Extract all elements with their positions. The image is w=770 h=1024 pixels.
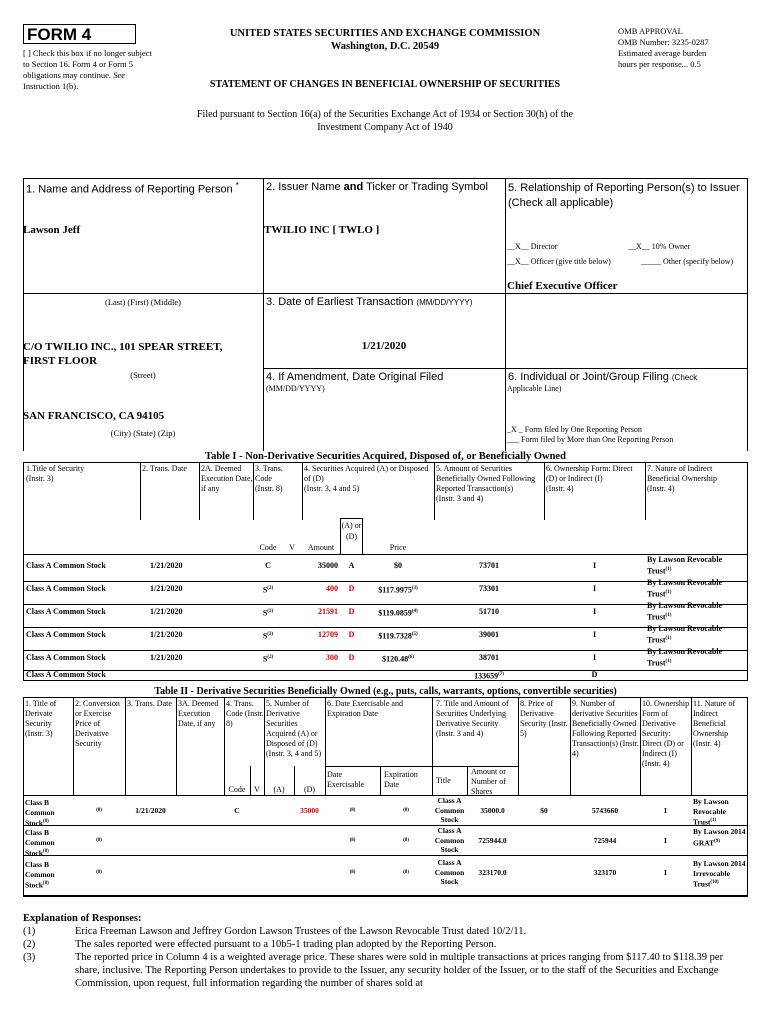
street-line-2: FIRST FLOOR	[23, 355, 98, 367]
ten-percent-owner-check: __X__ 10% Owner	[628, 242, 691, 251]
box5-label-2: (Check all applicable)	[508, 197, 614, 209]
box1-label-text: 1. Name and Address of Reporting Person	[26, 183, 233, 196]
t1-trans-code-footnote: (2)	[267, 655, 274, 660]
omb-line-2: OMB Number: 3235-0287	[618, 37, 709, 47]
t1-security-title: Class A Common Stock	[26, 584, 106, 593]
t1-sub-ad: (A) or (D)	[341, 521, 362, 541]
t2-nature-footnote: (9)	[714, 838, 720, 844]
omb-approval	[618, 26, 758, 70]
t2-sub-code: Code	[228, 785, 246, 794]
t2-col-line	[640, 697, 641, 795]
t2-security-title-footnote: (8)	[42, 881, 49, 886]
t2-security-title-footnote: (8)	[42, 849, 49, 854]
t1-nature	[647, 647, 745, 669]
t1-nature-value: By Lawson Revocable Trust	[647, 624, 723, 645]
t1-trans-code	[253, 607, 283, 619]
t2-col-line	[224, 697, 225, 795]
t1-trans-code	[253, 653, 283, 665]
t1-row-divider	[23, 604, 748, 605]
t1-h-title	[26, 464, 138, 484]
t1-owned-following-value: 38701	[479, 653, 499, 662]
filing-option-one: _X _ Form filed by One Reporting Person	[507, 425, 642, 434]
t1-nature-value: By Lawson Revocable Trust	[647, 555, 723, 576]
t1-owned-following-footnote: (7)	[498, 672, 504, 677]
explanation-number: (3)	[23, 952, 36, 963]
explanation-heading: Explanation of Responses:	[23, 913, 142, 924]
street-address	[23, 340, 222, 368]
t1-h7b: (Instr. 4)	[647, 484, 675, 493]
street-caption: (Street)	[130, 370, 156, 380]
t2-col-line	[176, 697, 177, 795]
t2-h2: 2. Conversion or Exercise Price of Derivative Security	[75, 699, 120, 748]
t2-security-title	[25, 828, 71, 858]
t1-nature-value: By Lawson Revocable Trust	[647, 601, 723, 622]
t2-underlying-amount: 725944.0	[478, 836, 507, 845]
form-title: FORM 4	[23, 24, 136, 44]
box3-label-fmt: (MM/DD/YYYY)	[416, 298, 473, 307]
officer-title: Chief Executive Officer	[507, 280, 618, 292]
t1-price-footnote: (4)	[411, 609, 418, 614]
t1-h3: 3. Trans. Code	[255, 464, 283, 483]
t1-ownership-form: I	[592, 630, 597, 639]
t2-nature	[693, 797, 747, 827]
t1-row-divider	[23, 627, 748, 628]
box6-label-check: (Check	[671, 373, 698, 382]
t1-sub-code: Code	[259, 543, 277, 552]
check-note-see: See	[113, 70, 125, 80]
t2-sub-title: Title	[436, 776, 451, 785]
t1-price	[362, 584, 434, 596]
t1-price	[362, 630, 434, 642]
t1-price-footnote: (5)	[411, 632, 418, 637]
t1-trans-code-footnote: (2)	[267, 632, 274, 637]
t1-nature	[647, 578, 745, 600]
table2-title: Table II - Derivative Securities Beneficially Owned (e.g., puts, calls, warrants, options, convertible securities)	[23, 686, 748, 698]
explanation-number: (2)	[23, 939, 36, 950]
t2-col-line	[570, 697, 571, 795]
box2-label	[266, 181, 488, 193]
t1-price-value: $119.0859	[378, 608, 412, 618]
t2-h1: 1. Title of Derivate Security (Instr. 3)	[25, 699, 57, 738]
t2-sub-exp: Expiration Date	[384, 770, 418, 789]
t2-underlying-title: Class A Common Stock	[434, 858, 465, 886]
t2-date-exercisable: (8)	[349, 838, 356, 843]
box5-label	[508, 181, 748, 211]
t1-sub-amount: Amount	[307, 543, 335, 552]
t1-trans-code	[253, 630, 283, 642]
t1-owned-following	[434, 584, 544, 594]
t2-h8: 8. Price of Derivative Security (Instr. 5)	[520, 699, 568, 738]
t2-ownership-form: I	[664, 806, 667, 815]
t1-ownership-form: I	[592, 653, 597, 662]
t2-conversion: (8)	[96, 870, 102, 875]
t1-h4b: (Instr. 3, 4 and 5)	[304, 484, 360, 493]
t2-underlying-amount: 35000.0	[480, 806, 505, 815]
t2-security-title-footnote: (8)	[42, 819, 49, 824]
box2-label-pre: 2. Issuer Name	[266, 181, 341, 193]
t2-h3a: 3A. Deemed Execution Date, if any	[178, 699, 219, 728]
t1-trans-code-footnote: (2)	[267, 586, 274, 591]
t1-row-divider	[23, 650, 748, 651]
t2-nature-footnote: (1)	[710, 818, 717, 823]
t1-amount: 300	[326, 653, 338, 662]
t1-row-divider	[23, 581, 748, 582]
t1-security-title: Class A Common Stock	[26, 630, 106, 639]
t1-trans-date: 1/21/2020	[150, 630, 183, 639]
t2-row-divider	[23, 825, 748, 826]
t2-nature-footnote: (10)	[710, 880, 719, 885]
t1-price-value: $117.9975	[378, 585, 412, 595]
t1-h-form	[546, 464, 644, 494]
t1-trans-code	[253, 561, 283, 571]
check-note	[23, 48, 153, 92]
earliest-transaction-date: 1/21/2020	[361, 340, 407, 352]
t2-expiration-date: (8)	[403, 838, 409, 843]
t1-amount: 35000	[318, 561, 338, 570]
explanation-item	[23, 925, 753, 938]
t2-security-title	[25, 798, 71, 828]
t2-sub-col-line	[380, 766, 381, 795]
t1-nature	[647, 624, 745, 646]
t1-ownership-form: I	[592, 561, 597, 570]
t1-price	[362, 607, 434, 619]
t1-nature-footnote: (1)	[665, 590, 672, 595]
t1-acq-disp: D	[348, 584, 355, 593]
t1-sub-v: V	[289, 543, 295, 552]
t1-h7: 7. Nature of Indirect Beneficial Ownership	[647, 464, 717, 483]
t2-owned-following: 5743660	[591, 806, 619, 815]
t1-price	[362, 561, 434, 571]
t1-owned-following-value: 133659	[474, 671, 499, 681]
t2-col-line	[432, 697, 433, 795]
t2-trans-code: C	[234, 806, 240, 815]
t2-price: $0	[540, 806, 548, 815]
t1-h5b: (Instr. 3 and 4)	[436, 494, 484, 503]
t1-h-acquired	[304, 464, 432, 494]
agency-line-2: Washington, D.C. 20549	[330, 41, 440, 52]
t1-owned-following	[434, 630, 544, 640]
t1-owned-following	[434, 670, 544, 682]
t1-amount: 21591	[318, 607, 338, 616]
t2-col-line	[73, 697, 74, 795]
t1-nature-footnote: (1)	[665, 567, 672, 572]
t1-h5: 5. Amount of Securities Beneficially Owned Following Reported Transaction(s)	[436, 464, 536, 493]
explanation-text: The sales reported were effected pursuant to a 10b5-1 trading plan adopted by the Reporting Person.	[75, 939, 497, 950]
t1-nature	[647, 601, 745, 623]
t1-price-footnote: (3)	[411, 586, 418, 591]
t2-h7: 7. Title and Amount of Securities Underlying Derivative Security (Instr. 3 and 4)	[436, 699, 509, 738]
t2-nature-value: By Lawson 2014 Irrevocable Trust	[693, 859, 746, 889]
check-note-tail: Instruction 1(b).	[23, 81, 79, 91]
t1-security-title: Class A Common Stock	[26, 561, 106, 570]
t1-owned-following	[434, 607, 544, 617]
omb-line-3: Estimated average burden	[618, 48, 707, 58]
box2-label-post: Ticker or Trading Symbol	[366, 181, 488, 193]
t1-trans-code-value: S	[262, 608, 268, 618]
t1-h3b: (Instr. 8)	[255, 484, 283, 493]
t1-trans-date: 1/21/2020	[150, 653, 183, 662]
t2-sub-col-line	[467, 766, 468, 795]
box5-label-1: 5. Relationship of Reporting Person(s) to Issuer	[508, 182, 740, 194]
t2-security-title-value: Class B Common Stock	[25, 798, 55, 828]
filed-line-2: Investment Company Act of 1940	[317, 122, 453, 133]
t1-h4: 4. Securities Acquired (A) or Disposed of (D)	[304, 464, 429, 483]
t2-h11: 11. Nature of Indirect Beneficial Ownership (Instr. 4)	[693, 699, 736, 748]
t2-col-line	[691, 697, 692, 795]
t2-date-exercisable: (8)	[349, 808, 356, 813]
t2-security-title-value: Class B Common Stock	[25, 828, 55, 858]
other-check: _____ Other (specify below)	[641, 257, 734, 266]
filing-option-multiple: ___ Form filed by More than One Reporting Person	[507, 435, 674, 444]
t2-owned-following: 323170	[593, 868, 617, 877]
issuer-name: TWILIO INC [ TWLO ]	[264, 224, 380, 236]
t1-acq-disp: A	[348, 561, 355, 570]
box3-label	[266, 296, 472, 308]
t1-trans-date: 1/21/2020	[150, 584, 183, 593]
explanation	[23, 912, 753, 990]
t1-nature-footnote: (1)	[665, 636, 672, 641]
t1-h-code	[255, 464, 301, 494]
explanation-text: Erica Freeman Lawson and Jeffrey Gordon Lawson Trustees of the Lawson Revocable Trust dated 10/2/11.	[75, 926, 527, 937]
t1-ownership-form: I	[592, 607, 597, 616]
t1-owned-following	[434, 653, 544, 663]
t2-h4: 4. Trans. Code (Instr. 8)	[226, 699, 264, 728]
t1-nature-value: By Lawson Revocable Trust	[647, 647, 723, 668]
t2-security-title	[25, 860, 71, 890]
t2-nature-value: By Lawson 2014 GRAT	[693, 827, 746, 847]
t2-underlying-title: Class A Common Stock	[434, 826, 465, 854]
t2-trans-date: 1/21/2020	[135, 806, 166, 815]
t2-owned-following: 725944	[593, 836, 617, 845]
t2-sub-v: V	[254, 785, 260, 794]
street-line-1: C/O TWILIO INC., 101 SPEAR STREET,	[23, 341, 223, 353]
t1-nature-footnote: (1)	[665, 659, 672, 664]
t1-h6b: (Instr. 4)	[546, 484, 574, 493]
t2-h9: 9. Number of derivative Securities Beneficially Owned Following Reported Transaction(s) (Instr. 4)	[572, 699, 639, 758]
reporting-person-name: Lawson Jeff	[23, 224, 81, 236]
t2-sub-exer: Date Exercisable	[327, 770, 365, 789]
box6-label-2: Applicable Line)	[507, 384, 562, 393]
t1-ownership-form: D	[591, 670, 598, 679]
statement-title: STATEMENT OF CHANGES IN BENEFICIAL OWNERSHIP OF SECURITIES	[209, 79, 561, 90]
box6-label	[508, 371, 697, 383]
table1-title: Table I - Non-Derivative Securities Acquired, Disposed of, or Beneficially Owned	[23, 451, 748, 463]
t2-col-line	[325, 697, 326, 795]
box1-label-mark: *	[235, 181, 239, 190]
t1-h-owned	[436, 464, 542, 504]
omb-line-1: OMB APPROVAL	[618, 26, 683, 36]
t2-nature	[693, 827, 747, 848]
t1-ownership-form: I	[592, 584, 597, 593]
t1-acq-disp: D	[348, 607, 355, 616]
t1-price	[362, 653, 434, 665]
t2-underlying-title: Class A Common Stock	[434, 796, 465, 824]
t1-nature-footnote: (1)	[665, 613, 672, 618]
t2-h6: 6. Date Exercisable and Expiration Date	[327, 699, 403, 718]
t1-nature-value: By Lawson Revocable Trust	[647, 578, 723, 599]
t1-price-value: $120.48	[382, 654, 409, 664]
t1-trans-code	[253, 584, 283, 596]
t1-owned-following-value: 73701	[479, 561, 499, 570]
t2-row-divider	[23, 896, 748, 897]
check-note-text: [ ] Check this box if no longer subject to Section 16. Form 4 or Form 5 obligations may continue.	[23, 48, 152, 80]
t1-sub-price: Price	[389, 543, 407, 552]
t2-ownership-form: I	[664, 836, 667, 845]
explanation-number: (1)	[23, 926, 36, 937]
t1-owned-following	[434, 561, 544, 571]
explanation-item	[23, 938, 753, 951]
filed-pursuant	[150, 108, 620, 134]
t1-price-footnote: (6)	[408, 655, 414, 660]
t1-acq-disp: D	[348, 630, 355, 639]
t1-trans-code-footnote: (2)	[267, 609, 274, 614]
box1-label	[26, 181, 239, 196]
officer-check: __X__ Officer (give title below)	[507, 257, 611, 266]
box4-label: 4. If Amendment, Date Original Filed	[266, 371, 444, 383]
t2-security-title-value: Class B Common Stock	[25, 860, 55, 890]
t1-price-value: $0	[394, 561, 402, 570]
t2-sub-d: (D)	[303, 785, 316, 794]
t1-amount: 12709	[318, 630, 338, 639]
agency-line-1: UNITED STATES SECURITIES AND EXCHANGE COMMISSION	[229, 28, 541, 39]
t2-sub-a: (A)	[273, 785, 285, 794]
t1-security-title: Class A Common Stock	[26, 670, 106, 679]
omb-line-4: hours per response... 0.5	[618, 59, 701, 69]
t1-h-nature	[647, 464, 747, 494]
t2-sub-amt: Amount or Number of Shares	[471, 767, 506, 796]
t1-owned-following-value: 73301	[479, 584, 499, 593]
name-caption: (Last) (First) (Middle)	[104, 297, 181, 307]
director-check: __X__ Director	[507, 242, 558, 251]
t2-row-divider	[23, 855, 748, 856]
t1-trans-code-value: C	[265, 561, 271, 570]
t1-h6: 6. Ownership Form: Direct (D) or Indirect (I)	[546, 464, 633, 483]
t1-trans-code-value: S	[262, 654, 268, 664]
t1-security-title: Class A Common Stock	[26, 653, 106, 662]
t2-expiration-date: (8)	[403, 870, 409, 875]
t1-h1b: (Instr. 3)	[26, 474, 54, 483]
explanation-item	[23, 951, 753, 990]
t1-h-deemed: 2A. Deemed Execution Date, if any	[201, 464, 253, 493]
t1-owned-following-value: 39001	[479, 630, 499, 639]
t2-underlying-amount: 323170.0	[478, 868, 507, 877]
t2-h5: 5. Number of Derivative Securities Acquired (A) or Disposed of (D) (Instr. 3, 4 and 5)	[266, 699, 322, 758]
explanation-text: The reported price in Column 4 is a weighted average price. These shares were sold in multiple transactions at prices ranging from $117.40 to $118.39 per share, inclusive. The Reporting Person undertakes to provide to the Issuer, any security holder of the Issuer, or to the staff of the Securities and Exchange Commission, upon request, full information regarding the number of shares sold at	[75, 952, 724, 989]
t1-h1: 1.Title of Security	[26, 464, 85, 473]
t1-price-value: $119.7328	[378, 631, 412, 641]
t1-amount: 400	[326, 584, 338, 593]
t1-h-date: 2. Trans. Date	[142, 464, 187, 473]
t2-expiration-date: (8)	[403, 808, 409, 813]
t2-nature-value: By Lawson Revocable Trust	[693, 797, 729, 827]
box6-label-text: 6. Individual or Joint/Group Filing	[508, 371, 669, 383]
t2-nature	[693, 859, 747, 889]
t2-ownership-form: I	[664, 868, 667, 877]
filed-line-1: Filed pursuant to Section 16(a) of the Securities Exchange Act of 1934 or Section 30(h) of the	[196, 109, 574, 120]
t1-row-divider	[23, 680, 748, 681]
box2-label-and: and	[343, 181, 364, 193]
t1-acq-disp: D	[348, 653, 355, 662]
t1-trans-code-value: S	[262, 631, 268, 641]
agency-title	[180, 27, 590, 53]
t2-conversion: (8)	[96, 838, 102, 843]
t2-h3: 3. Trans. Date	[127, 699, 172, 708]
t1-trans-date: 1/21/2020	[150, 561, 183, 570]
t1-nature	[647, 555, 745, 577]
box4-label-fmt: (MM/DD/YYYY)	[266, 384, 325, 393]
t1-security-title: Class A Common Stock	[26, 607, 106, 616]
t2-col-line	[125, 697, 126, 795]
box3-label-text: 3. Date of Earliest Transaction	[266, 296, 414, 308]
t2-h10: 10. Ownership Form of Derivative Security: Direct (D) or Indirect (I) (Instr. 4)	[642, 699, 690, 768]
t2-conversion: (8)	[96, 808, 102, 813]
t2-date-exercisable: (8)	[349, 870, 356, 875]
t1-owned-following-value: 51710	[479, 607, 499, 616]
t1-trans-code-value: S	[262, 585, 268, 595]
t2-disposed: 35000	[300, 806, 319, 815]
city-state-zip: SAN FRANCISCO, CA 94105	[23, 410, 165, 422]
t1-trans-date: 1/21/2020	[150, 607, 183, 616]
city-caption: (City) (State) (Zip)	[110, 428, 176, 438]
